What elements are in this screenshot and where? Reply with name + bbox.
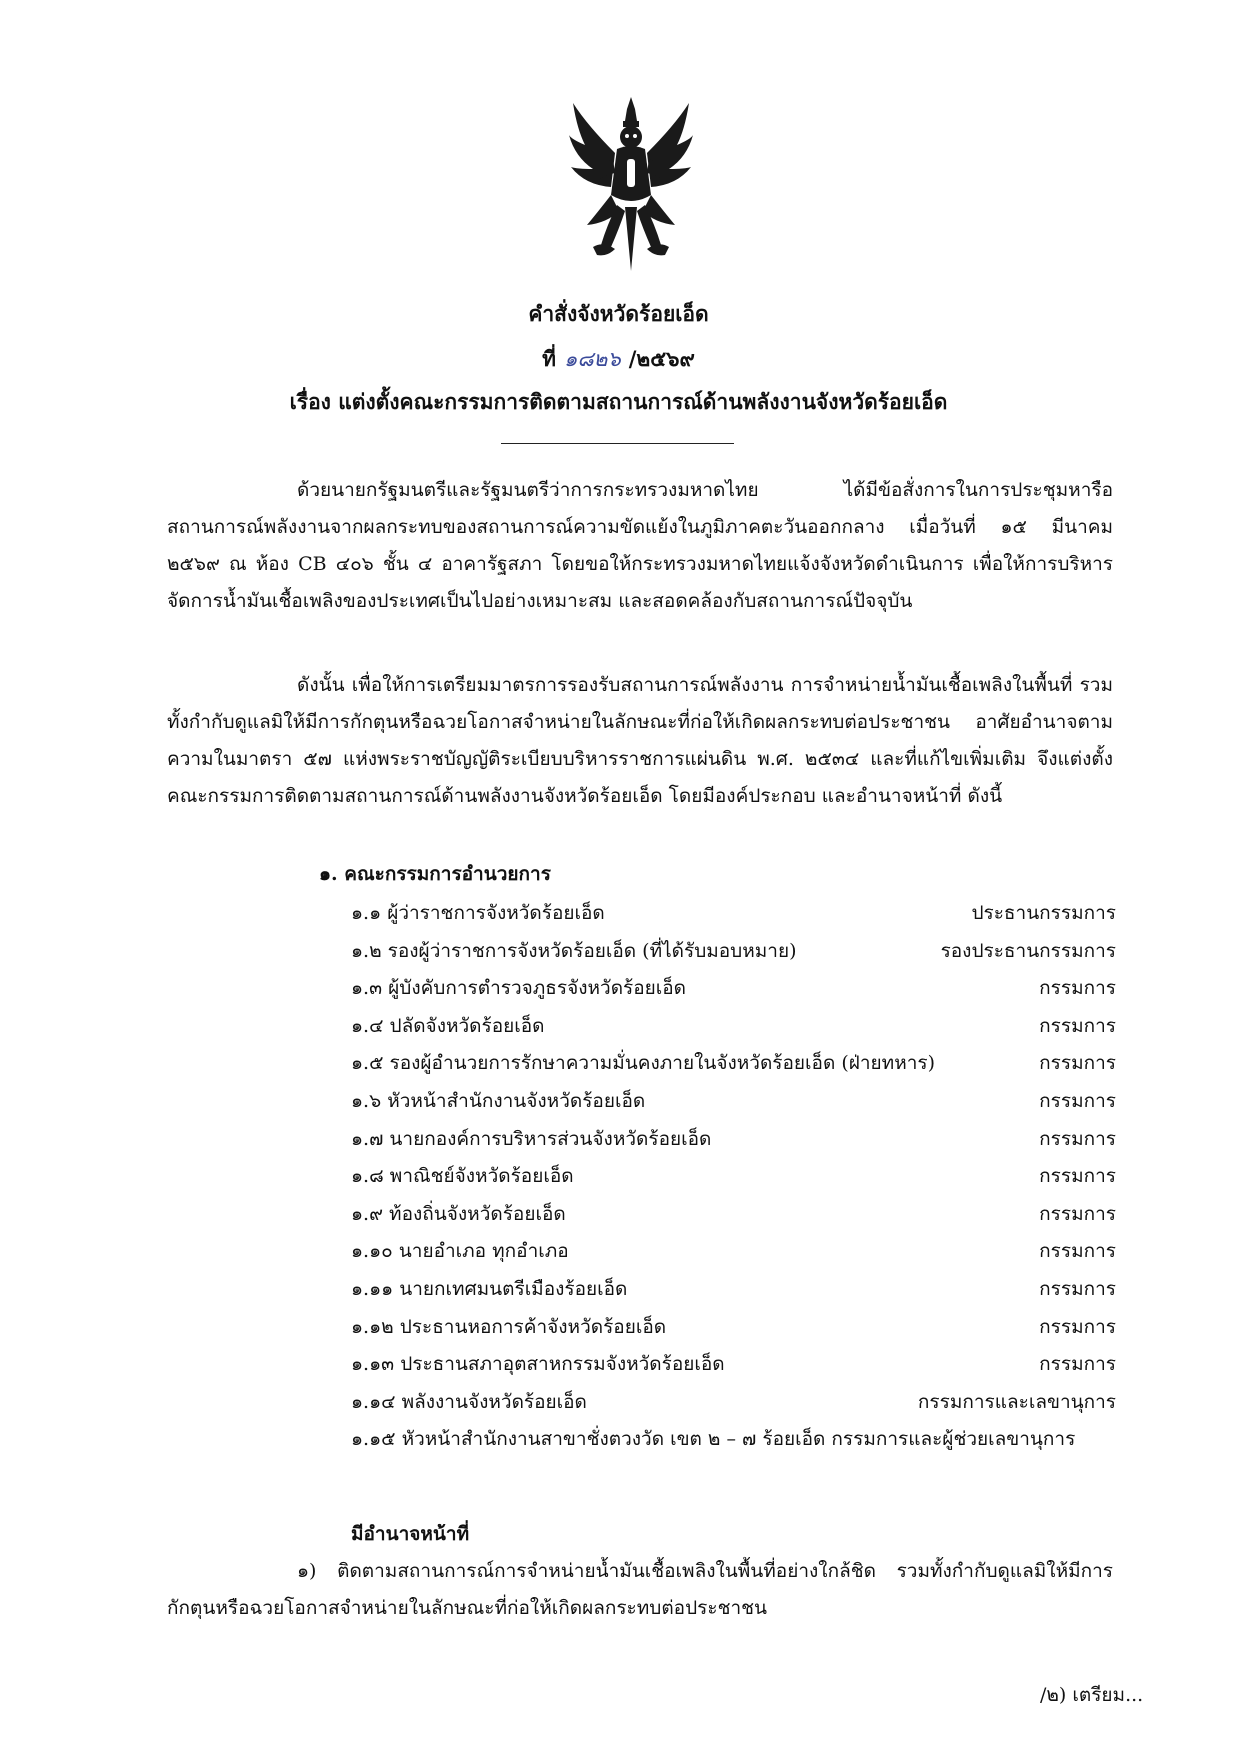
duties-item-1 [167, 1553, 1113, 1627]
list-item [351, 1048, 1116, 1086]
member-role: กรรมการ [1039, 1089, 1116, 1112]
list-item [351, 898, 1116, 936]
list-item [351, 1424, 1116, 1462]
member-role: กรรมการ [1039, 1315, 1116, 1338]
order-number-handwritten: ๑๘๒๖ [564, 347, 621, 371]
member-role: กรรมการ [1039, 1165, 1116, 1188]
list-item [351, 1124, 1116, 1162]
member-role: กรรมการ [1039, 1240, 1116, 1263]
list-item [351, 1387, 1116, 1425]
member-name: ๑.๕ รองผู้อำนวยการรักษาความมั่นคงภายในจังหวัดร้อยเอ็ด (ฝ่ายทหาร) [351, 1052, 936, 1075]
committee-heading: ๑. คณะกรรมการอำนวยการ [319, 863, 551, 885]
order-number [0, 345, 1237, 373]
list-item [351, 1161, 1116, 1199]
member-role: กรรมการ [1039, 1052, 1116, 1075]
member-role: กรรมการ [1039, 1353, 1116, 1376]
list-item [351, 1349, 1116, 1387]
member-role: ประธานกรรมการ [971, 902, 1116, 924]
member-name: ๑.๑๒ ประธานหอการค้าจังหวัดร้อยเอ็ด [351, 1315, 667, 1338]
list-item [351, 1011, 1116, 1049]
member-role: กรรมการและเลขานุการ [917, 1390, 1116, 1413]
order-number-prefix: ที่ [542, 346, 556, 371]
list-item [351, 973, 1116, 1011]
member-name: ๑.๗ นายกองค์การบริหารส่วนจังหวัดร้อยเอ็ด [351, 1127, 712, 1150]
list-item [351, 1274, 1116, 1312]
member-name: ๑.๑๑ นายกเทศมนตรีเมืองร้อยเอ็ด [351, 1277, 628, 1300]
list-item [351, 1312, 1116, 1350]
member-role: กรรมการ [1039, 1202, 1116, 1225]
duties-heading: มีอำนาจหน้าที่ [351, 1523, 470, 1545]
order-title: คำสั่งจังหวัดร้อยเอ็ด [528, 301, 709, 326]
member-name: ๑.๑๐ นายอำเภอ ทุกอำเภอ [351, 1240, 569, 1263]
member-role: กรรมการ [1039, 1277, 1116, 1300]
order-subject: เรื่อง แต่งตั้งคณะกรรมการติดตามสถานการณ์ด้านพลังงานจังหวัดร้อยเอ็ด [289, 389, 948, 414]
member-role: กรรมการ [1039, 1127, 1116, 1150]
order-number-year: /๒๕๖๙ [628, 346, 695, 371]
body-paragraph-2 [167, 667, 1113, 815]
garuda-emblem-icon [567, 95, 695, 275]
member-role: รองประธานกรรมการ [940, 939, 1116, 962]
list-item [351, 1199, 1116, 1237]
member-name: ๑.๒ รองผู้ว่าราชการจังหวัดร้อยเอ็ด (ที่ได้รับมอบหมาย) [351, 939, 797, 962]
member-role: กรรมการ [1039, 1014, 1116, 1037]
member-name-and-role: ๑.๑๕ หัวหน้าสำนักงานสาขาชั่งตวงวัด เขต ๒ – ๗ ร้อยเอ็ด กรรมการและผู้ช่วยเลขานุการ [351, 1428, 1076, 1451]
committee-member-list [351, 898, 1116, 1462]
member-name: ๑.๑๓ ประธานสภาอุตสาหกรรมจังหวัดร้อยเอ็ด [351, 1353, 725, 1376]
list-item [351, 936, 1116, 974]
member-name: ๑.๓ ผู้บังคับการตำรวจภูธรจังหวัดร้อยเอ็ด [351, 977, 687, 1000]
header-divider [501, 443, 734, 444]
page-continuation: /๒) เตรียม... [1040, 1684, 1144, 1706]
member-name: ๑.๑๔ พลังงานจังหวัดร้อยเอ็ด [351, 1390, 587, 1413]
paragraph-1-text: ด้วยนายกรัฐมนตรีและรัฐมนตรีว่าการกระทรวงมหาดไทย ได้มีข้อสั่งการในการประชุมหารือสถานการณ์พลังงานจากผลกระทบของสถานการณ์ความขัดแย้งในภูมิภาคตะวันออกกลาง เมื่อวันที่ ๑๕ มีนาคม ๒๕๖๙ ณ ห้อง CB ๔๐๖ ชั้น ๔ อาคารัฐสภา โดยขอให้กระทรวงมหาดไทยแจ้งจังหวัดดำเนินการ เพื่อให้การบริหารจัดการน้ำมันเชื้อเพลิงของประเทศเป็นไปอย่างเหมาะสม และสอดคล้องกับสถานการณ์ปัจจุบัน [167, 479, 1113, 612]
member-name: ๑.๑ ผู้ว่าราชการจังหวัดร้อยเอ็ด [351, 902, 605, 924]
duties-item-1-text: ๑) ติดตามสถานการณ์การจำหน่ายน้ำมันเชื้อเพลิงในพื้นที่อย่างใกล้ชิด รวมทั้งกำกับดูแลมิให้มีการกักตุนหรือฉวยโอกาสจำหน่ายในลักษณะที่ก่อให้เกิดผลกระทบต่อประชาชน [167, 1560, 1113, 1619]
list-item [351, 1086, 1116, 1124]
body-paragraph-1 [167, 472, 1113, 620]
list-item [351, 1236, 1116, 1274]
member-name: ๑.๘ พาณิชย์จังหวัดร้อยเอ็ด [351, 1165, 574, 1188]
member-name: ๑.๖ หัวหน้าสำนักงานจังหวัดร้อยเอ็ด [351, 1089, 646, 1112]
paragraph-2-text: ดังนั้น เพื่อให้การเตรียมมาตรการรองรับสถานการณ์พลังงาน การจำหน่ายน้ำมันเชื้อเพลิงในพื้นที่ รวมทั้งกำกับดูแลมิให้มีการกักตุนหรือฉวยโอกาสจำหน่ายในลักษณะที่ก่อให้เกิดผลกระทบต่อประชาชน อาศัยอำนาจตามความในมาตรา ๕๗ แห่งพระราชบัญญัติระเบียบบริหารราชการแผ่นดิน พ.ศ. ๒๕๓๔ และที่แก้ไขเพิ่มเติม จึงแต่งตั้งคณะกรรมการติดตามสถานการณ์ด้านพลังงานจังหวัดร้อยเอ็ด โดยมีองค์ประกอบ และอำนาจหน้าที่ ดังนี้ [167, 674, 1113, 807]
member-name: ๑.๙ ท้องถิ่นจังหวัดร้อยเอ็ด [351, 1202, 566, 1225]
member-role: กรรมการ [1039, 977, 1116, 1000]
member-name: ๑.๔ ปลัดจังหวัดร้อยเอ็ด [351, 1014, 545, 1037]
